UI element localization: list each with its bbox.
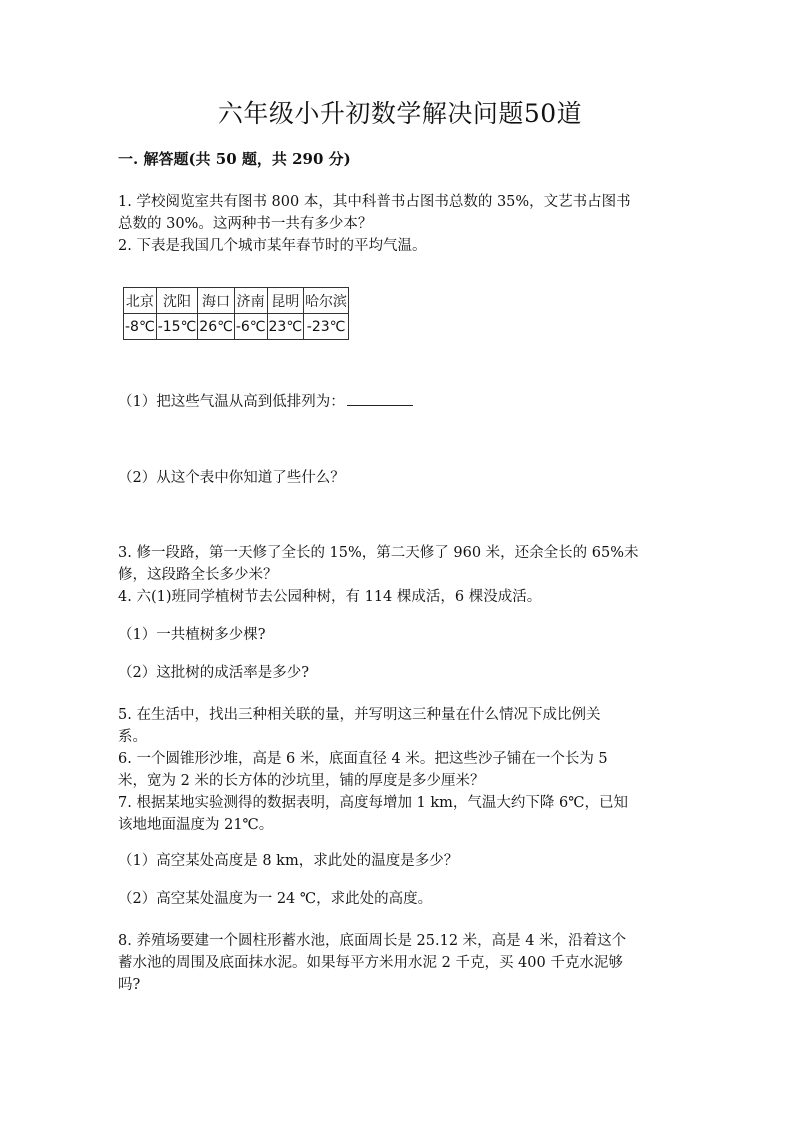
question-8-line-3: 吗? <box>118 977 141 993</box>
temp-cell: 23℃ <box>267 314 304 340</box>
question-7-part-2: （2）高空某处温度为一 24 ℃，求此处的高度。 <box>118 891 433 907</box>
question-5-line-2: 系。 <box>118 729 147 745</box>
question-5-line-1: 5. 在生活中，找出三种相关联的量，并写明这三种量在什么情况下成比例关 <box>118 707 601 723</box>
temp-cell: -23℃ <box>304 314 349 340</box>
question-2-part-1-text: （1）把这些气温从高到低排列为： <box>118 394 345 410</box>
question-7-line-1: 7. 根据某地实验测得的数据表明，高度每增加 1 km，气温大约下降 6℃，已知 <box>118 795 628 811</box>
question-3-line-1: 3. 修一段路，第一天修了全长的 15%，第二天修了 960 米，还余全长的 65%未 <box>118 545 639 561</box>
question-1-line-1: 1. 学校阅览室共有图书 800 本，其中科普书占图书总数的 35%，文艺书占图书 <box>118 194 631 210</box>
table-header-row <box>124 288 349 314</box>
city-cell: 沈阳 <box>156 288 198 314</box>
question-1-line-2: 总数的 30%。这两种书一共有多少本？ <box>118 216 373 232</box>
temperature-table <box>123 287 349 340</box>
question-3-line-2: 修，这段路全长多少米？ <box>118 567 278 583</box>
temp-cell: -15℃ <box>156 314 198 340</box>
question-7-line-2: 该地地面温度为 21℃。 <box>118 817 274 833</box>
question-2-part-2: （2）从这个表中你知道了些什么？ <box>118 470 345 486</box>
city-cell: 昆明 <box>267 288 304 314</box>
table-temperature-row <box>124 314 349 340</box>
question-2-part-1 <box>118 390 413 411</box>
city-cell: 北京 <box>124 288 157 314</box>
city-cell: 海口 <box>198 288 235 314</box>
temp-cell: 26℃ <box>198 314 235 340</box>
question-4-part-2: （2）这批树的成活率是多少? <box>118 665 309 681</box>
city-cell: 哈尔滨 <box>304 288 349 314</box>
answer-blank <box>347 393 413 406</box>
city-cell: 济南 <box>234 288 267 314</box>
temp-cell: -6℃ <box>234 314 267 340</box>
question-6-line-2: 米，宽为 2 米的长方体的沙坑里，铺的厚度是多少厘米？ <box>118 773 485 789</box>
question-7-part-1: （1）高空某处高度是 8 km，求此处的温度是多少？ <box>118 853 459 869</box>
question-4-part-1: （1）一共植树多少棵? <box>118 627 266 643</box>
page-title: 六年级小升初数学解决问题50道 <box>217 99 583 128</box>
question-8-line-2: 蓄水池的周围及底面抹水泥。如果每平方米用水泥 2 千克，买 400 千克水泥够 <box>118 955 623 971</box>
question-2-line-1: 2. 下表是我国几个城市某年春节时的平均气温。 <box>118 238 427 254</box>
section-heading: 一. 解答题(共 50 题，共 290 分) <box>118 150 351 168</box>
question-4-line-1: 4. 六(1)班同学植树节去公园种树，有 114 棵成活，6 棵没成活。 <box>118 589 542 605</box>
temp-cell: -8℃ <box>124 314 157 340</box>
question-6-line-1: 6. 一个圆锥形沙堆，高是 6 米，底面直径 4 米。把这些沙子铺在一个长为 5 <box>118 751 608 767</box>
question-8-line-1: 8. 养殖场要建一个圆柱形蓄水池，底面周长是 25.12 米，高是 4 米，沿着这个 <box>118 933 627 949</box>
